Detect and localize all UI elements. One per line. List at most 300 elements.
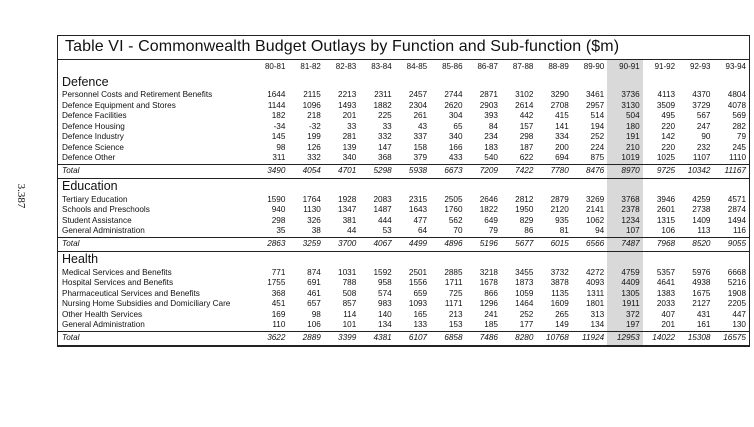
- value-cell: 2614: [515, 100, 534, 110]
- value-cell: 187: [519, 142, 534, 152]
- total-value-cell: 6858: [430, 331, 465, 345]
- section-spacer-cell: [678, 178, 713, 195]
- value-cell: 657: [307, 299, 321, 308]
- value-cell: 133: [413, 320, 428, 329]
- value-cell: 3732: [550, 267, 569, 277]
- value-cell: 44: [347, 226, 357, 235]
- value-cell: 298: [519, 132, 534, 141]
- total-value-cell: 6015: [536, 237, 571, 251]
- table-row: [58, 90, 749, 101]
- value-cell: 431: [696, 309, 711, 319]
- total-value-cell: 3399: [324, 331, 359, 345]
- value-cell: 282: [732, 121, 746, 131]
- value-cell: 1031: [338, 267, 357, 277]
- section-header-row: [58, 74, 749, 90]
- value-cell: 2903: [479, 100, 498, 110]
- section-spacer-cell: [430, 74, 465, 90]
- year-header-row: [58, 60, 749, 74]
- table-row: [58, 153, 749, 164]
- value-cell: 114: [343, 309, 357, 319]
- value-cell: 43: [418, 121, 428, 131]
- value-cell: 4272: [586, 267, 605, 277]
- section-spacer-cell: [288, 74, 323, 90]
- row-label: General Administration: [62, 320, 145, 329]
- value-cell: 1493: [338, 100, 357, 110]
- value-cell: 158: [413, 142, 428, 152]
- value-cell: 183: [484, 142, 498, 152]
- value-cell: 107: [607, 226, 642, 237]
- value-cell: 218: [307, 111, 321, 120]
- value-cell: 540: [484, 153, 498, 162]
- section-heading: Health: [62, 252, 99, 267]
- value-cell: 182: [271, 111, 286, 120]
- section-spacer-cell: [501, 74, 536, 90]
- value-cell: 372: [607, 310, 642, 321]
- table-row: [58, 310, 749, 321]
- total-value-cell: 15308: [678, 331, 713, 345]
- value-cell: 4078: [727, 100, 746, 110]
- year-header: 84-85: [406, 61, 428, 71]
- row-label: Nursing Home Subsidies and Domiciliary Care: [62, 299, 231, 308]
- total-value-cell: 6673: [430, 164, 465, 178]
- section-spacer-cell: [288, 251, 323, 268]
- section-spacer-cell: [288, 178, 323, 195]
- total-row: [58, 237, 749, 251]
- section-spacer-cell: [607, 178, 642, 195]
- total-value-cell: 7780: [536, 164, 571, 178]
- value-cell: 2115: [303, 90, 321, 99]
- total-value-cell: 5298: [359, 164, 394, 178]
- value-cell: 1592: [373, 267, 392, 277]
- total-value-cell: 8280: [501, 331, 536, 345]
- total-value-cell: 4701: [324, 164, 359, 178]
- total-value-cell: 7209: [466, 164, 501, 178]
- section-spacer-cell: [359, 251, 394, 268]
- value-cell: 4759: [607, 268, 642, 279]
- total-value-cell: 11167: [713, 164, 749, 178]
- total-value-cell: 3259: [288, 237, 323, 251]
- section-header-row: [58, 251, 749, 268]
- value-cell: 875: [590, 153, 605, 162]
- value-cell: 2738: [692, 205, 711, 214]
- value-cell: 161: [696, 320, 711, 329]
- value-cell: 3269: [586, 194, 605, 204]
- value-cell: 4804: [727, 90, 746, 99]
- value-cell: 1025: [656, 153, 676, 162]
- section-spacer-cell: [643, 178, 678, 195]
- value-cell: 86: [524, 226, 534, 235]
- row-label: Other Health Services: [62, 309, 143, 319]
- table-row: [58, 205, 749, 216]
- value-cell: 261: [413, 111, 428, 120]
- value-cell: 771: [271, 267, 286, 277]
- table-row: [58, 195, 749, 206]
- value-cell: 197: [607, 320, 642, 331]
- value-cell: 3290: [550, 90, 569, 99]
- total-value-cell: 9055: [713, 237, 749, 251]
- total-value-cell: 6566: [572, 237, 607, 251]
- total-value-cell: 8520: [678, 237, 713, 251]
- value-cell: 134: [378, 320, 392, 329]
- value-cell: 866: [484, 288, 498, 298]
- value-cell: 210: [607, 143, 642, 154]
- value-cell: 477: [413, 215, 428, 225]
- total-value-cell: 4499: [395, 237, 430, 251]
- value-cell: 1347: [338, 205, 357, 214]
- value-cell: 33: [347, 121, 357, 131]
- value-cell: 225: [378, 111, 392, 120]
- value-cell: 1764: [302, 194, 321, 204]
- value-cell: 332: [378, 132, 392, 141]
- section-spacer-cell: [466, 178, 501, 195]
- year-header: 82-83: [335, 61, 357, 71]
- value-cell: 2033: [656, 299, 676, 308]
- section-spacer-cell: [501, 251, 536, 268]
- section-spacer-cell: [572, 178, 607, 195]
- table-row: [58, 101, 749, 112]
- value-cell: 3130: [607, 101, 642, 112]
- budget-table: [58, 60, 749, 346]
- value-cell: 2744: [444, 90, 463, 99]
- value-cell: 191: [607, 132, 642, 143]
- value-cell: 368: [271, 288, 286, 298]
- value-cell: 381: [342, 215, 357, 225]
- value-cell: 2378: [607, 205, 642, 216]
- total-value-cell: 10768: [536, 331, 571, 345]
- value-cell: 194: [590, 121, 605, 131]
- value-cell: 1678: [479, 278, 498, 287]
- value-cell: 53: [382, 226, 392, 235]
- value-cell: 33: [382, 121, 392, 131]
- year-header: 83-84: [371, 61, 392, 71]
- total-value-cell: 7487: [607, 237, 642, 251]
- value-cell: 1822: [479, 205, 498, 214]
- total-value-cell: 4054: [288, 164, 323, 178]
- total-value-cell: 4896: [430, 237, 465, 251]
- total-value-cell: 5196: [466, 237, 501, 251]
- value-cell: 116: [732, 226, 746, 235]
- value-cell: 2205: [727, 299, 746, 308]
- value-cell: 224: [590, 142, 605, 152]
- total-value-cell: 4381: [359, 331, 394, 345]
- value-cell: 407: [661, 309, 676, 319]
- value-cell: 220: [661, 142, 676, 152]
- value-cell: 1643: [408, 205, 428, 214]
- value-cell: 1760: [444, 205, 463, 214]
- value-cell: 574: [378, 288, 392, 298]
- value-cell: 2601: [656, 205, 676, 214]
- value-cell: 199: [307, 132, 321, 141]
- row-label: Medical Services and Benefits: [62, 267, 172, 277]
- total-value-cell: 4067: [359, 237, 394, 251]
- value-cell: 94: [595, 226, 605, 235]
- section-spacer-cell: [536, 74, 571, 90]
- value-cell: 3729: [692, 100, 711, 110]
- value-cell: 3946: [656, 194, 676, 204]
- value-cell: 1590: [267, 194, 286, 204]
- value-cell: 141: [555, 121, 569, 131]
- value-cell: 1019: [607, 153, 642, 164]
- value-cell: -32: [309, 121, 321, 131]
- value-cell: 140: [378, 309, 392, 319]
- table-row: [58, 226, 749, 237]
- table-row: [58, 122, 749, 133]
- year-header: 92-93: [690, 61, 711, 71]
- value-cell: 180: [607, 122, 642, 133]
- value-cell: 334: [555, 132, 569, 141]
- value-cell: 79: [488, 226, 498, 235]
- total-value-cell: 11924: [572, 331, 607, 345]
- value-cell: 2885: [444, 267, 463, 277]
- value-cell: 3102: [515, 90, 534, 99]
- value-cell: 1093: [408, 299, 428, 308]
- value-cell: 1096: [302, 100, 321, 110]
- value-cell: 5976: [692, 267, 711, 277]
- value-cell: 134: [590, 320, 605, 329]
- value-cell: 1311: [586, 288, 605, 298]
- year-header: 88-89: [548, 61, 569, 71]
- value-cell: 252: [590, 132, 605, 141]
- value-cell: 2646: [479, 194, 498, 204]
- value-cell: 149: [555, 320, 569, 329]
- row-label: Defence Facilities: [62, 111, 127, 120]
- year-header: 85-86: [442, 61, 463, 71]
- section-spacer-cell: [713, 251, 749, 268]
- value-cell: 622: [519, 153, 534, 162]
- value-cell: 1487: [373, 205, 392, 214]
- value-cell: 444: [378, 215, 392, 225]
- value-cell: 64: [418, 226, 428, 235]
- total-value-cell: 7968: [643, 237, 678, 251]
- value-cell: 157: [519, 121, 534, 131]
- value-cell: 829: [519, 215, 534, 225]
- total-value-cell: 7486: [466, 331, 501, 345]
- section-spacer-cell: [572, 251, 607, 268]
- section-spacer-cell: [466, 74, 501, 90]
- value-cell: 1950: [515, 205, 534, 214]
- total-value-cell: 6107: [395, 331, 430, 345]
- value-cell: 35: [276, 226, 286, 235]
- section-heading: Education: [62, 179, 118, 194]
- section-spacer-cell: [713, 74, 749, 90]
- total-value-cell: 8970: [607, 164, 642, 178]
- value-cell: 201: [342, 111, 357, 120]
- total-value-cell: 2863: [253, 237, 288, 251]
- section-spacer-cell: [253, 178, 288, 195]
- total-label: Total: [58, 331, 253, 345]
- value-cell: 1059: [515, 288, 534, 298]
- value-cell: 1144: [267, 100, 286, 110]
- value-cell: 2501: [408, 267, 428, 277]
- budget-table-frame: [57, 35, 750, 347]
- page-number: 3.387: [15, 183, 27, 209]
- section-spacer-cell: [359, 74, 394, 90]
- value-cell: 200: [555, 142, 569, 152]
- total-value-cell: 8476: [572, 164, 607, 178]
- row-label: Defence Other: [62, 153, 116, 162]
- section-spacer-cell: [430, 178, 465, 195]
- value-cell: 2457: [408, 90, 428, 99]
- value-cell: 1110: [729, 153, 746, 162]
- value-cell: 2708: [550, 100, 569, 110]
- value-cell: 252: [519, 309, 534, 319]
- value-cell: 2304: [408, 100, 428, 110]
- value-cell: 1644: [267, 90, 286, 99]
- value-cell: 38: [311, 226, 321, 235]
- value-cell: 4409: [607, 278, 642, 289]
- row-label: Student Assistance: [62, 215, 132, 225]
- value-cell: 659: [413, 288, 428, 298]
- value-cell: 935: [555, 215, 569, 225]
- value-cell: 4113: [657, 90, 676, 99]
- row-label: Defence Science: [62, 142, 124, 152]
- total-value-cell: 3490: [253, 164, 288, 178]
- value-cell: 433: [448, 153, 463, 162]
- section-heading: Defence: [62, 74, 109, 89]
- value-cell: 245: [732, 142, 746, 152]
- value-cell: 106: [661, 226, 676, 235]
- value-cell: 142: [661, 132, 676, 141]
- row-label: Hospital Services and Benefits: [62, 278, 174, 287]
- value-cell: 298: [271, 215, 286, 225]
- value-cell: 332: [307, 153, 321, 162]
- value-cell: 340: [448, 132, 463, 141]
- value-cell: 232: [696, 142, 711, 152]
- section-spacer-cell: [607, 74, 642, 90]
- total-label: Total: [58, 237, 253, 251]
- total-label: Total: [58, 164, 253, 178]
- value-cell: 326: [307, 215, 321, 225]
- value-cell: 70: [453, 226, 463, 235]
- section-spacer-cell: [536, 178, 571, 195]
- value-cell: 1315: [656, 215, 676, 225]
- value-cell: 2141: [586, 205, 605, 214]
- section-spacer-cell: [678, 251, 713, 268]
- value-cell: 451: [271, 299, 286, 308]
- value-cell: -34: [273, 121, 286, 131]
- value-cell: 3736: [607, 90, 642, 101]
- section-spacer-cell: [536, 251, 571, 268]
- value-cell: 1135: [551, 288, 569, 298]
- value-cell: 1464: [515, 299, 534, 308]
- value-cell: 562: [448, 215, 463, 225]
- value-cell: 508: [342, 288, 357, 298]
- section-spacer-cell: [466, 251, 501, 268]
- value-cell: 145: [271, 132, 286, 141]
- value-cell: 2120: [550, 205, 569, 214]
- value-cell: 110: [272, 320, 286, 329]
- value-cell: 2620: [444, 100, 463, 110]
- section-spacer-cell: [607, 251, 642, 268]
- total-row: [58, 164, 749, 178]
- value-cell: 213: [448, 309, 463, 319]
- value-cell: 874: [307, 267, 321, 277]
- value-cell: 1171: [444, 299, 463, 308]
- total-value-cell: 3622: [253, 331, 288, 345]
- value-cell: 691: [307, 278, 321, 287]
- value-cell: 2213: [338, 90, 357, 99]
- value-cell: 1609: [550, 299, 569, 308]
- year-header: 89-90: [583, 61, 605, 71]
- section-header-row: [58, 178, 749, 195]
- value-cell: 567: [696, 111, 711, 120]
- value-cell: 281: [342, 132, 357, 141]
- value-cell: 313: [590, 309, 605, 319]
- value-cell: 1383: [656, 288, 676, 298]
- value-cell: 1801: [586, 299, 605, 308]
- row-label: Defence Equipment and Stores: [62, 100, 176, 110]
- value-cell: 983: [378, 299, 392, 308]
- value-cell: 3878: [550, 278, 569, 287]
- value-cell: 1928: [338, 194, 357, 204]
- value-cell: 177: [519, 320, 534, 329]
- value-cell: 694: [555, 153, 569, 162]
- value-cell: 139: [342, 142, 357, 152]
- section-spacer-cell: [359, 178, 394, 195]
- table-row: [58, 111, 749, 122]
- value-cell: 4259: [692, 194, 711, 204]
- row-label: Pharmaceutical Services and Benefits: [62, 288, 200, 298]
- value-cell: 1556: [408, 278, 428, 287]
- value-cell: 415: [555, 111, 569, 120]
- value-cell: 337: [413, 132, 428, 141]
- value-cell: 2874: [727, 205, 746, 214]
- value-cell: 1873: [515, 278, 534, 287]
- value-cell: 81: [559, 226, 569, 235]
- section-spacer-cell: [324, 178, 359, 195]
- table-row: [58, 320, 749, 331]
- budget-table-body: [58, 60, 749, 345]
- value-cell: 4571: [727, 194, 746, 204]
- value-cell: 130: [732, 320, 746, 329]
- value-cell: 106: [307, 320, 321, 329]
- row-label: Defence Industry: [62, 132, 124, 141]
- total-value-cell: 5677: [501, 237, 536, 251]
- section-spacer-cell: [324, 251, 359, 268]
- section-spacer-cell: [324, 74, 359, 90]
- section-spacer-cell: [430, 251, 465, 268]
- value-cell: 725: [448, 288, 463, 298]
- value-cell: 2083: [373, 194, 392, 204]
- value-cell: 340: [342, 153, 357, 162]
- table-row: [58, 268, 749, 279]
- value-cell: 495: [661, 111, 676, 120]
- value-cell: 1234: [607, 216, 642, 227]
- value-cell: 1675: [692, 288, 711, 298]
- section-spacer-cell: [572, 74, 607, 90]
- value-cell: 98: [276, 142, 286, 152]
- total-value-cell: 3700: [324, 237, 359, 251]
- value-cell: 958: [378, 278, 392, 287]
- value-cell: 2127: [692, 299, 711, 308]
- section-spacer-cell: [253, 251, 288, 268]
- section-spacer-cell: [643, 74, 678, 90]
- value-cell: 220: [661, 121, 676, 131]
- value-cell: 101: [342, 320, 357, 329]
- value-cell: 113: [697, 226, 711, 235]
- value-cell: 4641: [656, 278, 676, 287]
- value-cell: 1882: [373, 100, 392, 110]
- total-value-cell: 2889: [288, 331, 323, 345]
- total-value-cell: 10342: [678, 164, 713, 178]
- value-cell: 6668: [727, 267, 746, 277]
- section-spacer-cell: [501, 178, 536, 195]
- value-cell: 3509: [656, 100, 676, 110]
- value-cell: 79: [736, 132, 746, 141]
- value-cell: 84: [488, 121, 498, 131]
- value-cell: 2879: [550, 194, 569, 204]
- value-cell: 234: [484, 132, 498, 141]
